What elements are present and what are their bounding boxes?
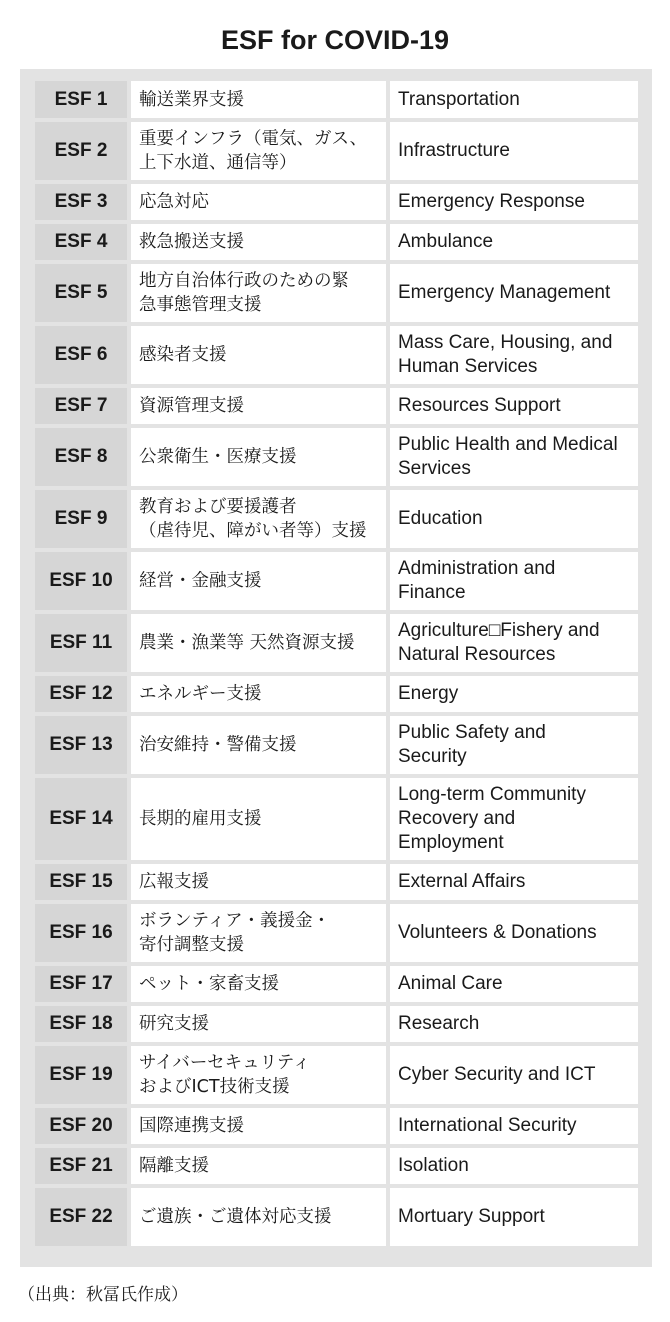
esf-id-cell: ESF 12 <box>35 676 127 712</box>
japanese-description-cell: ご遺族・ご遺体対応支援 <box>131 1188 386 1246</box>
esf-id-cell: ESF 11 <box>35 614 127 672</box>
english-description-cell: Public Health and Medical Services <box>390 428 638 486</box>
esf-id-cell: ESF 6 <box>35 326 127 384</box>
japanese-description-cell: 隔離支援 <box>131 1148 386 1184</box>
english-description-cell: Resources Support <box>390 388 638 424</box>
japanese-description-cell: 重要インフラ（電気、ガス、 上下水道、通信等） <box>131 122 386 180</box>
english-description-cell: Research <box>390 1006 638 1042</box>
table-row <box>35 676 638 712</box>
table-row <box>35 264 638 322</box>
esf-id-cell: ESF 4 <box>35 224 127 260</box>
esf-id-cell: ESF 20 <box>35 1108 127 1144</box>
japanese-description-cell: 救急搬送支援 <box>131 224 386 260</box>
japanese-description-cell: ペット・家畜支援 <box>131 966 386 1002</box>
table-row <box>35 388 638 424</box>
esf-id-cell: ESF 13 <box>35 716 127 774</box>
english-description-cell: Agriculture□Fishery and Natural Resources <box>390 614 638 672</box>
esf-table <box>35 81 638 1250</box>
japanese-description-cell: 応急対応 <box>131 184 386 220</box>
table-row <box>35 716 638 774</box>
english-description-cell: Public Safety and Security <box>390 716 638 774</box>
table-row <box>35 1148 638 1184</box>
english-description-cell: Mortuary Support <box>390 1188 638 1246</box>
esf-id-cell: ESF 15 <box>35 864 127 900</box>
table-row <box>35 778 638 860</box>
table-row <box>35 864 638 900</box>
table-row <box>35 428 638 486</box>
table-row <box>35 966 638 1002</box>
table-row <box>35 904 638 962</box>
esf-id-cell: ESF 16 <box>35 904 127 962</box>
japanese-description-cell: 長期的雇用支援 <box>131 778 386 860</box>
japanese-description-cell: エネルギー支援 <box>131 676 386 712</box>
english-description-cell: Administration and Finance <box>390 552 638 610</box>
japanese-description-cell: 資源管理支援 <box>131 388 386 424</box>
english-description-cell: Emergency Response <box>390 184 638 220</box>
english-description-cell: Energy <box>390 676 638 712</box>
english-description-cell: Cyber Security and ICT <box>390 1046 638 1104</box>
english-description-cell: Ambulance <box>390 224 638 260</box>
esf-id-cell: ESF 1 <box>35 81 127 118</box>
esf-id-cell: ESF 21 <box>35 1148 127 1184</box>
table-row <box>35 184 638 220</box>
english-description-cell: Isolation <box>390 1148 638 1184</box>
english-description-cell: Infrastructure <box>390 122 638 180</box>
table-row <box>35 490 638 548</box>
english-description-cell: Long-term Community Recovery and Employment <box>390 778 638 860</box>
japanese-description-cell: 教育および要援護者 （虐待児、障がい者等）支援 <box>131 490 386 548</box>
japanese-description-cell: 地方自治体行政のための緊 急事態管理支援 <box>131 264 386 322</box>
table-row <box>35 224 638 260</box>
esf-id-cell: ESF 18 <box>35 1006 127 1042</box>
table-row <box>35 81 638 118</box>
english-description-cell: International Security <box>390 1108 638 1144</box>
japanese-description-cell: ボランティア・義援金・ 寄付調整支援 <box>131 904 386 962</box>
english-description-cell: Emergency Management <box>390 264 638 322</box>
esf-id-cell: ESF 8 <box>35 428 127 486</box>
english-description-cell: Volunteers & Donations <box>390 904 638 962</box>
esf-id-cell: ESF 22 <box>35 1188 127 1246</box>
japanese-description-cell: 広報支援 <box>131 864 386 900</box>
table-row <box>35 614 638 672</box>
esf-id-cell: ESF 3 <box>35 184 127 220</box>
english-description-cell: Education <box>390 490 638 548</box>
japanese-description-cell: 輸送業界支援 <box>131 81 386 118</box>
table-row <box>35 1006 638 1042</box>
japanese-description-cell: 農業・漁業等 天然資源支援 <box>131 614 386 672</box>
english-description-cell: External Affairs <box>390 864 638 900</box>
table-row <box>35 326 638 384</box>
esf-id-cell: ESF 17 <box>35 966 127 1002</box>
table-row <box>35 1188 638 1246</box>
esf-id-cell: ESF 7 <box>35 388 127 424</box>
esf-id-cell: ESF 19 <box>35 1046 127 1104</box>
table-row <box>35 1108 638 1144</box>
esf-id-cell: ESF 9 <box>35 490 127 548</box>
esf-id-cell: ESF 2 <box>35 122 127 180</box>
japanese-description-cell: 公衆衛生・医療支援 <box>131 428 386 486</box>
english-description-cell: Mass Care, Housing, and Human Services <box>390 326 638 384</box>
esf-id-cell: ESF 5 <box>35 264 127 322</box>
japanese-description-cell: 研究支援 <box>131 1006 386 1042</box>
source-note: （出典：秋冨氏作成） <box>18 1285 188 1305</box>
esf-id-cell: ESF 10 <box>35 552 127 610</box>
japanese-description-cell: 感染者支援 <box>131 326 386 384</box>
japanese-description-cell: 国際連携支援 <box>131 1108 386 1144</box>
esf-id-cell: ESF 14 <box>35 778 127 860</box>
japanese-description-cell: 治安維持・警備支援 <box>131 716 386 774</box>
japanese-description-cell: 経営・金融支援 <box>131 552 386 610</box>
table-row <box>35 122 638 180</box>
japanese-description-cell: サイバーセキュリティ およびICT技術支援 <box>131 1046 386 1104</box>
english-description-cell: Animal Care <box>390 966 638 1002</box>
page-title: ESF for COVID-19 <box>220 25 450 55</box>
english-description-cell: Transportation <box>390 81 638 118</box>
table-row <box>35 552 638 610</box>
table-row <box>35 1046 638 1104</box>
